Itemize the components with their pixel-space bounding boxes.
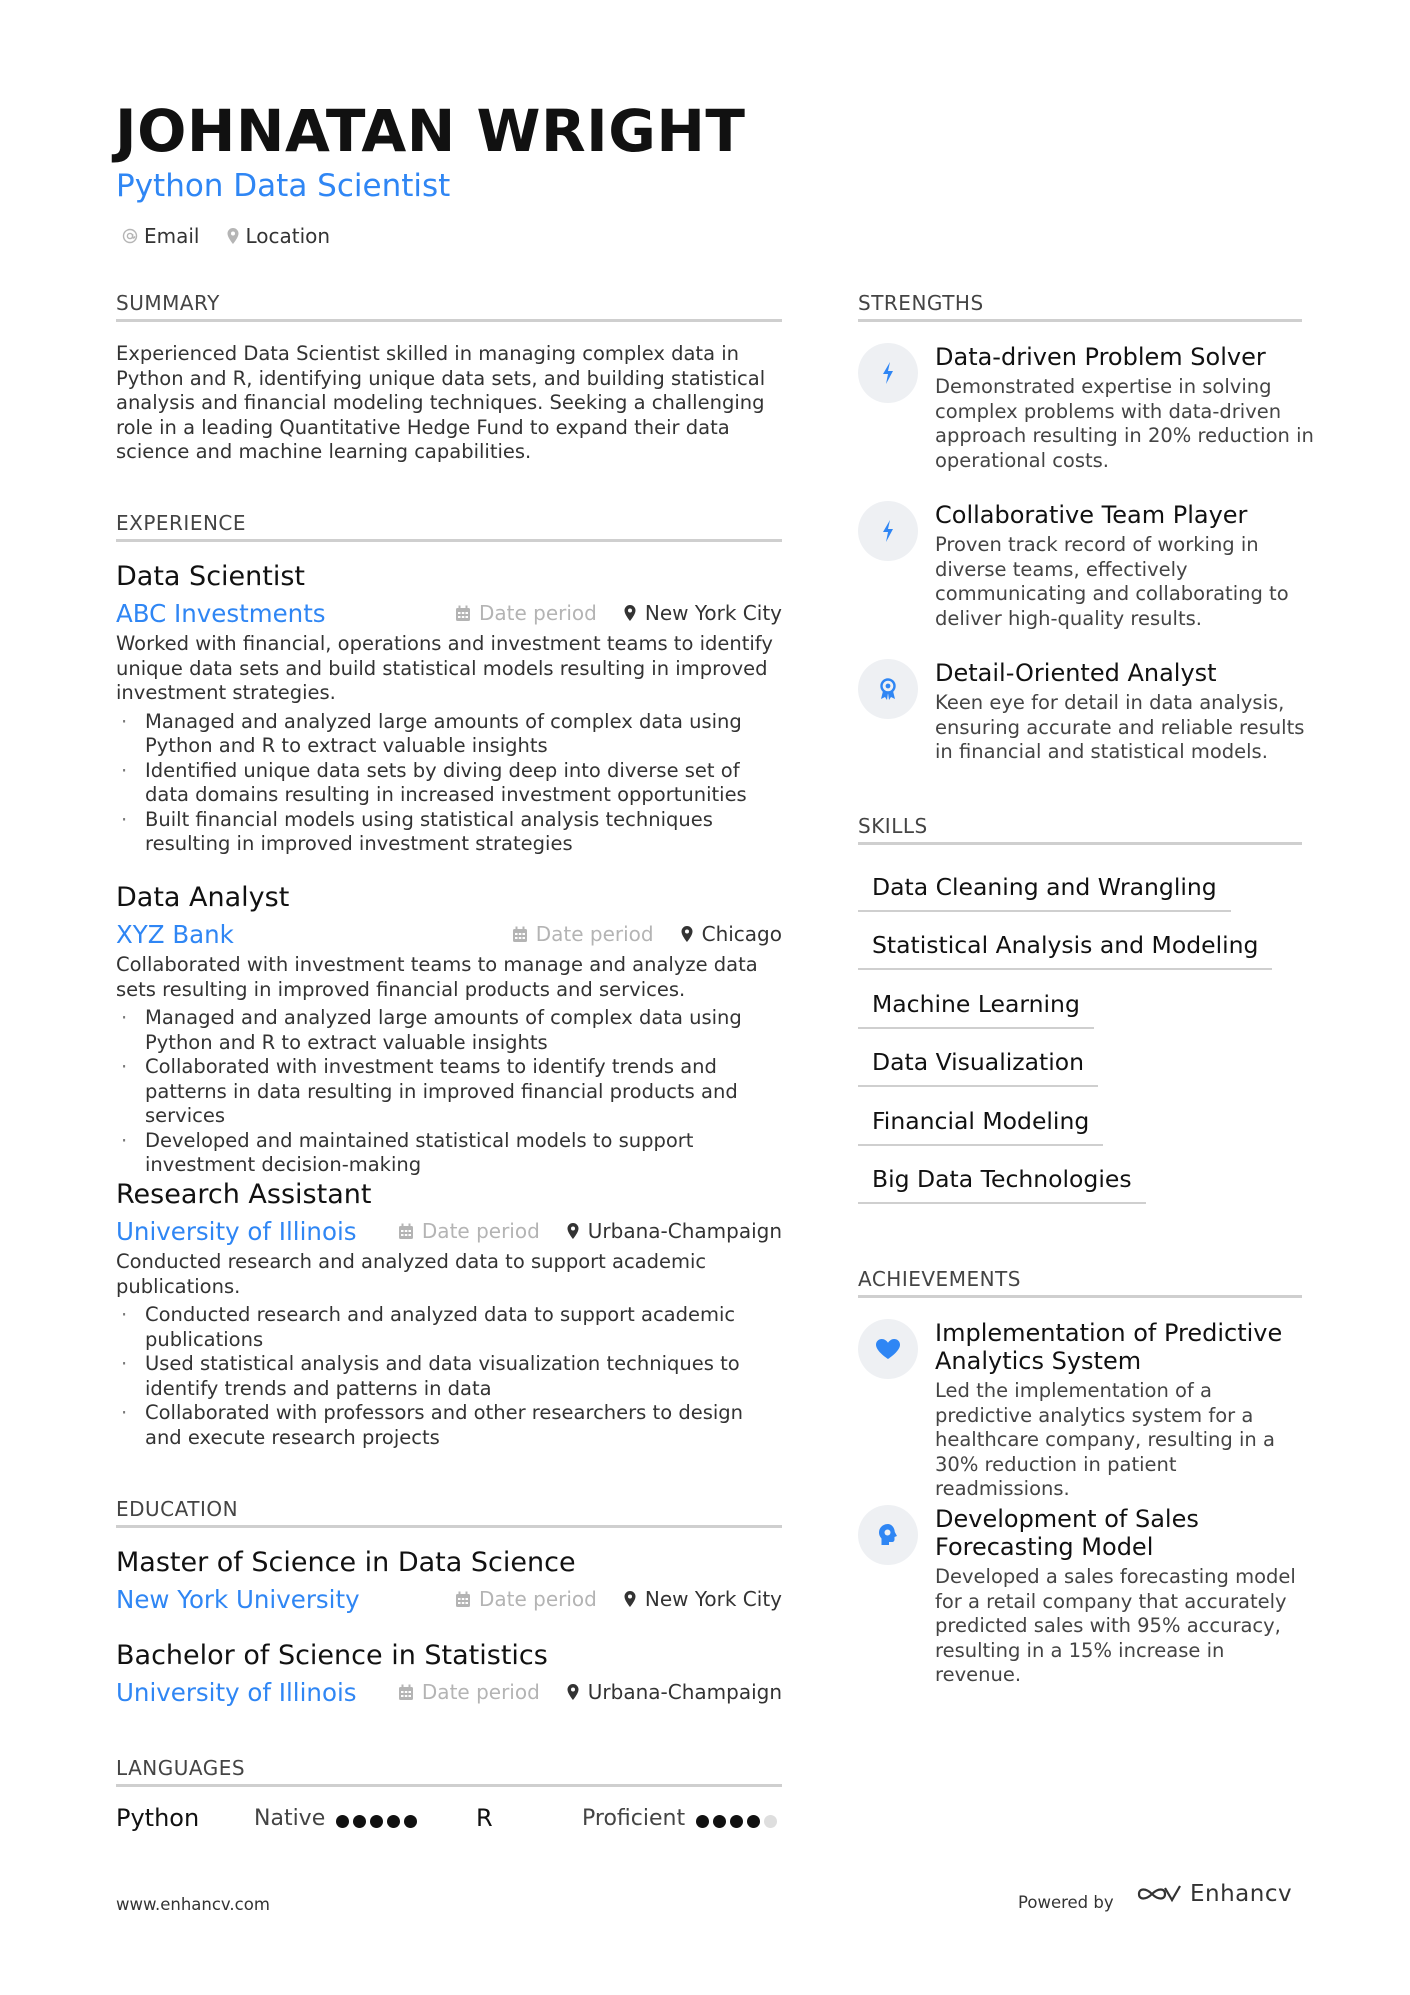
enhancv-logo[interactable] — [1136, 1881, 1292, 1907]
education-item — [116, 1546, 782, 1616]
map-pin-icon — [680, 925, 694, 943]
lightning-icon — [858, 501, 918, 561]
languages-row — [116, 1804, 782, 1838]
job-bullets — [116, 1303, 782, 1450]
education-heading: EDUCATION — [116, 1497, 782, 1528]
bullet-item: · Built financial models using statistical analysis techniques resulting in improved investment strategies — [116, 808, 782, 857]
bullet-item: · Collaborated with investment teams to identify trends and patterns in data resulting in improved financial products and services — [116, 1055, 782, 1129]
skill-tag: Machine Learning — [858, 989, 1094, 1029]
job-meta — [116, 596, 782, 630]
language-level: Proficient — [582, 1806, 686, 1831]
experience-item — [116, 881, 782, 1178]
skill-tag: Financial Modeling — [858, 1106, 1103, 1146]
bullet-item: · Managed and analyzed large amounts of complex data using Python and R to extract valuable insights — [116, 710, 782, 759]
bullet-item: · Collaborated with professors and other researchers to design and execute research projects — [116, 1401, 782, 1450]
map-pin-icon — [623, 604, 637, 622]
bullet-item: · Identified unique data sets by diving deep into diverse set of data domains resulting in increased investment opportunities — [116, 759, 782, 808]
achievement-title: Implementation of Predictive Analytics System — [935, 1319, 1283, 1375]
experience-item — [116, 560, 782, 857]
rating-dot-filled — [730, 1815, 743, 1828]
candidate-title: Python Data Scientist — [116, 168, 451, 204]
strength-title: Detail-Oriented Analyst — [935, 659, 1217, 687]
education-date: Date period — [398, 1680, 540, 1704]
strength-title: Data-driven Problem Solver — [935, 343, 1266, 371]
rating-dot-empty — [764, 1815, 777, 1828]
email-contact[interactable] — [122, 224, 200, 248]
company-link[interactable]: XYZ Bank — [116, 919, 234, 949]
rating-dot-filled — [404, 1815, 417, 1828]
calendar-icon — [455, 1591, 471, 1608]
strength-description: Keen eye for detail in data analysis, ensuring accurate and reliable results in financial and statistical models. — [935, 691, 1305, 763]
calendar-icon — [398, 1223, 414, 1240]
education-item — [116, 1639, 782, 1709]
job-date: Date period — [512, 922, 654, 946]
map-pin-icon — [226, 227, 240, 245]
footer-powered-by: Powered by — [1018, 1893, 1114, 1912]
rating-dot-filled — [747, 1815, 760, 1828]
summary-heading: SUMMARY — [116, 291, 782, 322]
contact-row — [122, 224, 330, 248]
job-bullets — [116, 1006, 782, 1178]
bullet-item: · Conducted research and analyzed data to support academic publications — [116, 1303, 782, 1352]
experience-heading: EXPERIENCE — [116, 511, 782, 542]
achievements-heading: ACHIEVEMENTS — [858, 1267, 1302, 1298]
achievement-description: Led the implementation of a predictive analytics system for a healthcare company, resulting in a 30% reduction in patient readmissions. — [935, 1379, 1275, 1500]
heart-icon — [858, 1319, 918, 1379]
job-description: Conducted research and analyzed data to support academic publications. — [116, 1250, 707, 1298]
education-meta — [116, 1582, 782, 1616]
strength-title: Collaborative Team Player — [935, 501, 1248, 529]
calendar-icon — [398, 1684, 414, 1701]
language-name: Python — [116, 1804, 200, 1832]
calendar-icon — [512, 926, 528, 943]
email-label: Email — [144, 224, 200, 248]
job-meta — [116, 917, 782, 951]
footer-brand: Enhancv — [1190, 1881, 1293, 1907]
strength-description: Demonstrated expertise in solving complex problems with data-driven approach resulting in 20% reduction in operational costs. — [935, 375, 1314, 472]
bullet-item: · Used statistical analysis and data visualization techniques to identify trends and patterns in data — [116, 1352, 782, 1401]
education-location: New York City — [623, 1587, 782, 1611]
job-date: Date period — [455, 601, 597, 625]
map-pin-icon — [566, 1222, 580, 1240]
bullet-item: · Managed and analyzed large amounts of complex data using Python and R to extract valuable insights — [116, 1006, 782, 1055]
enhancv-logo-icon — [1136, 1882, 1182, 1906]
job-title: Data Scientist — [116, 561, 305, 592]
skill-tag: Statistical Analysis and Modeling — [858, 930, 1272, 970]
language-rating — [336, 1815, 417, 1828]
strengths-heading: STRENGTHS — [858, 291, 1302, 322]
school-link[interactable]: New York University — [116, 1584, 360, 1614]
degree-title: Master of Science in Data Science — [116, 1547, 576, 1578]
bullet-item: · Developed and maintained statistical models to support investment decision-making — [116, 1129, 782, 1178]
rating-dot-filled — [387, 1815, 400, 1828]
education-meta — [116, 1675, 782, 1709]
job-title: Research Assistant — [116, 1179, 372, 1210]
rating-dot-filled — [353, 1815, 366, 1828]
experience-item — [116, 1178, 782, 1450]
company-link[interactable]: University of Illinois — [116, 1216, 357, 1246]
language-name: R — [476, 1804, 493, 1832]
summary-text: Experienced Data Scientist skilled in managing complex data in Python and R, identifying unique data sets, and building statistical analysis and financial modeling techniques. Seeking a challenging role in a leading Quantitative Hedge Fund to expand their data science and machine learning capabilities. — [116, 342, 766, 463]
skill-tag: Data Cleaning and Wrangling — [858, 872, 1231, 912]
job-location: Chicago — [680, 922, 782, 946]
job-meta — [116, 1214, 782, 1248]
rating-dot-filled — [370, 1815, 383, 1828]
languages-heading: LANGUAGES — [116, 1756, 782, 1787]
job-location: Urbana-Champaign — [566, 1219, 782, 1243]
education-date: Date period — [455, 1587, 597, 1611]
rating-dot-filled — [336, 1815, 349, 1828]
language-rating — [696, 1815, 777, 1828]
job-date: Date period — [398, 1219, 540, 1243]
degree-title: Bachelor of Science in Statistics — [116, 1640, 548, 1671]
rating-dot-filled — [696, 1815, 709, 1828]
head-icon — [858, 1505, 918, 1565]
location-contact — [226, 224, 331, 248]
achievement-description: Developed a sales forecasting model for a retail company that accurately predicted sales with 95% accuracy, resulting in a 15% increase in revenue. — [935, 1565, 1296, 1686]
achievement-title: Development of Sales Forecasting Model — [935, 1505, 1199, 1561]
job-description: Worked with financial, operations and investment teams to identify unique data sets and build statistical models resulting in improved investment strategies. — [116, 632, 773, 704]
at-icon — [122, 228, 138, 244]
map-pin-icon — [566, 1683, 580, 1701]
footer-url[interactable]: www.enhancv.com — [116, 1895, 270, 1914]
school-link[interactable]: University of Illinois — [116, 1677, 357, 1707]
award-icon — [858, 659, 918, 719]
skill-tag: Big Data Technologies — [858, 1164, 1146, 1204]
location-label: Location — [245, 224, 331, 248]
job-bullets — [116, 710, 782, 857]
job-title: Data Analyst — [116, 882, 290, 913]
job-location: New York City — [623, 601, 782, 625]
calendar-icon — [455, 605, 471, 622]
company-link[interactable]: ABC Investments — [116, 598, 326, 628]
language-level: Native — [254, 1806, 326, 1831]
strength-description: Proven track record of working in diverse teams, effectively communicating and collaborating to deliver high-quality results. — [935, 533, 1289, 630]
rating-dot-filled — [713, 1815, 726, 1828]
lightning-icon — [858, 343, 918, 403]
education-location: Urbana-Champaign — [566, 1680, 782, 1704]
map-pin-icon — [623, 1590, 637, 1608]
job-description: Collaborated with investment teams to manage and analyze data sets resulting in improved financial products and services. — [116, 953, 758, 1001]
skill-tag: Data Visualization — [858, 1047, 1098, 1087]
skills-heading: SKILLS — [858, 814, 1302, 845]
candidate-name: JOHNATAN WRIGHT — [115, 97, 746, 165]
